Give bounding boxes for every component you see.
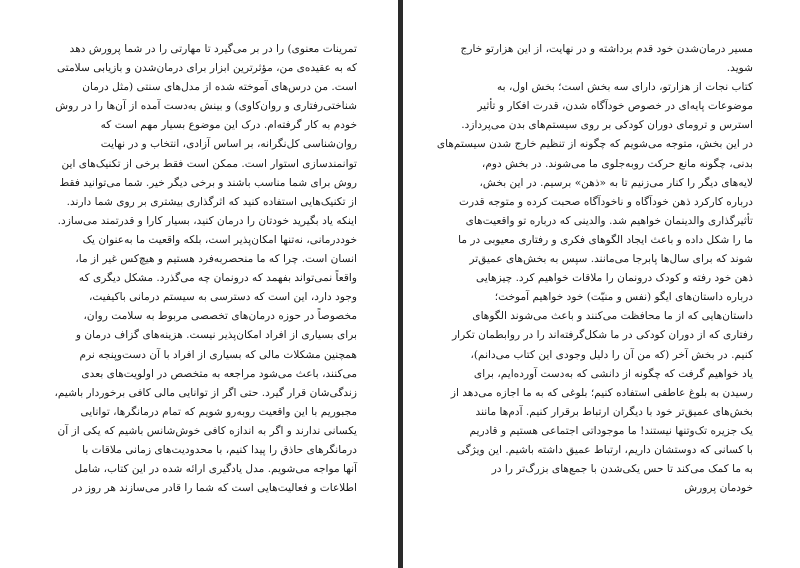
- text-line: زندگی‌شان قرار گیرد. حتی اگر از توانایی مالی کافی برخوردار باشیم،: [54, 386, 357, 399]
- text-line: یاد خواهیم گرفت که چگونه از دانشی که به‌دست آورده‌ایم، برای: [473, 367, 753, 380]
- text-line: با کسانی که دوستشان داریم، ارتباط عمیق داشته باشیم. این ویژگی: [456, 443, 753, 456]
- text-line: خودمان پرورش: [684, 482, 753, 495]
- text-line: بخش‌های عمیق‌تر خود با دیگران ارتباط برقرار کنیم. آدم‌ها مانند: [475, 405, 753, 418]
- text-line: وجود دارد، این است که دسترسی به سیستم درمانی باکیفیت،: [88, 291, 357, 304]
- text-line: اطلاعات و فعالیت‌هایی است که شما را قادر می‌سازند هر روز در: [72, 482, 357, 495]
- text-line: لایه‌های دیگر را کنار می‌زنیم تا به «ذهن» برسیم. در این بخش،: [479, 176, 753, 189]
- text-line: موضوعات پایه‌ای در خصوص خودآگاه شدن، قدرت افکار و تأثیر: [477, 100, 753, 113]
- text-line: بدنی، چگونه مانع حرکت روبه‌جلوی ما می‌شوند. در بخش دوم،: [481, 157, 753, 170]
- text-line: یکسانی ندارند و اگر به اندازه کافی خوش‌شانس باشیم که یکی از آن: [57, 424, 357, 437]
- text-line: تمرینات معنوی) را در بر می‌گیرد تا مهارتی را در شما پرورش دهد: [69, 43, 357, 55]
- text-line: از تکنیک‌هایی استفاده کنید که اثرگذاری بیشتری بر روی شما دارند.: [66, 195, 357, 208]
- text-line: مجبوریم با این واقعیت روبه‌رو شویم که تمام درمانگرها، توانایی: [80, 405, 357, 418]
- text-line: برای بسیاری از افراد امکان‌پذیر نیست. هزینه‌های گزاف درمان و: [75, 329, 357, 342]
- text-line: می‌کنند، باعث می‌شود مراجعه به متخصص در اولویت‌های بعدی: [81, 367, 357, 380]
- text-line: شناختی‌رفتاری و روان‌کاوی) و بینش به‌دست آمده از آن‌ها را در روش: [55, 100, 357, 113]
- text-line: کنیم. در بخش آخر (که من آن را دلیل وجودی این کتاب می‌دانم)،: [470, 348, 753, 361]
- text-line: که به عقیده‌ی من، مؤثرترین ابزار برای درمان‌شدن و بازیابی سلامتی: [56, 62, 357, 75]
- left-page-text: [54, 40, 357, 498]
- text-line: شوند که برای سال‌ها پابرجا می‌مانند. سپس به بخش‌های عمیق‌تر: [469, 253, 753, 266]
- text-line: درمانگرهای حاذق را پیدا کنیم، با محدودیت‌های زمانی ملاقات با: [82, 443, 357, 456]
- text-line: مسیر درمان‌شدن خود قدم برداشته و در نهایت، از این هزارتو خارج: [460, 43, 753, 55]
- text-line: رفتاری که از دوران کودکی در ما شکل‌گرفته‌اند را در روابطمان تکرار: [452, 329, 753, 342]
- text-line: ذهن خود رفته و کودک درونمان را ملاقات خواهیم کرد. چیزهایی: [476, 272, 753, 285]
- text-line: آنها مواجه می‌شویم. مدل یادگیری ارائه شده در این کتاب، شامل: [74, 463, 357, 476]
- text-line: همچنین مشکلات مالی که بسیاری از افراد با آن دست‌وپنجه نرم: [79, 348, 357, 361]
- text-line: خوددرمانی، نه‌تنها امکان‌پذیر است، بلکه واقعیت ما به‌عنوان یک: [82, 233, 357, 246]
- text-line: یک جزیره تک‌وتنها نیستند! ما موجوداتی اجتماعی هستیم و قادریم: [469, 424, 753, 437]
- text-line: شوید.: [726, 62, 753, 75]
- text-line: توانمندسازی استوار است. ممکن است فقط برخی از تکنیک‌های این: [61, 157, 357, 170]
- text-line: تأثیرگذاری والدینمان خواهیم شد. والدینی که درباره تو واقعیت‌های: [465, 214, 753, 227]
- text-line: درباره داستان‌های ایگو (نفس و منیّت) خود خواهیم آموخت؛: [494, 291, 753, 304]
- text-line: درباره کارکرد ذهن خودآگاه و ناخودآگاه صحبت کرده و متوجه قدرت: [458, 195, 753, 208]
- text-line: استرس و تروما‌ی دوران کودکی بر روی سیستم‌های بدن می‌پردازد.: [461, 119, 753, 132]
- text-line: اینکه یاد بگیرید خودتان را درمان کنید، بسیار کارا و قدرتمند می‌سازد.: [57, 214, 357, 227]
- text-line: رسیدن به بلوغ عاطفی استفاده کنیم؛ بلوغی که به ما اجازه می‌دهد از: [450, 386, 753, 399]
- text-line: مخصوصاً در حوزه درمان‌های تخصصی مربوط به سلامت روان،: [83, 310, 357, 323]
- text-line: خودم به کار گرفته‌ام. درک این موضوع بسیار مهم است که: [100, 119, 357, 132]
- right-page: [403, 0, 800, 568]
- left-page: [0, 0, 398, 568]
- text-line: در این بخش، متوجه می‌شویم که چگونه از تنظیم خارج شدن سیستم‌های: [436, 138, 753, 151]
- right-page-text: [436, 40, 753, 498]
- text-line: روان‌شناسی کل‌نگرانه، بر اساس آزادی، انتخاب و در نهایت: [100, 138, 357, 151]
- text-line: است. من درس‌های آموخته شده از مدل‌های سنتی (مثل درمان: [82, 81, 357, 94]
- text-line: انسان است. چرا که ما منحصربه‌فرد هستیم و هیچ‌کس غیر از ما،: [75, 253, 357, 266]
- text-line: کتاب نجات از هزارتو، دارای سه بخش است؛ بخش اول، به: [496, 81, 753, 94]
- text-line: واقعاً نمی‌تواند بفهمد که درونمان چه می‌گذرد. مشکل دیگری که: [78, 272, 357, 285]
- text-line: روش برای شما مناسب باشند و برخی دیگر خیر. شما می‌توانید فقط: [59, 176, 357, 189]
- text-line: ما را شکل داده و باعث ایجاد الگوهای فکری و رفتاری معیوبی در ما: [458, 233, 753, 246]
- text-line: به ما کمک می‌کند تا حس یکی‌شدن با جمع‌های بزرگ‌تر را در: [491, 463, 753, 476]
- text-line: داستان‌هایی که از ما محافظت می‌کنند و باعث می‌شوند الگوهای: [472, 310, 753, 323]
